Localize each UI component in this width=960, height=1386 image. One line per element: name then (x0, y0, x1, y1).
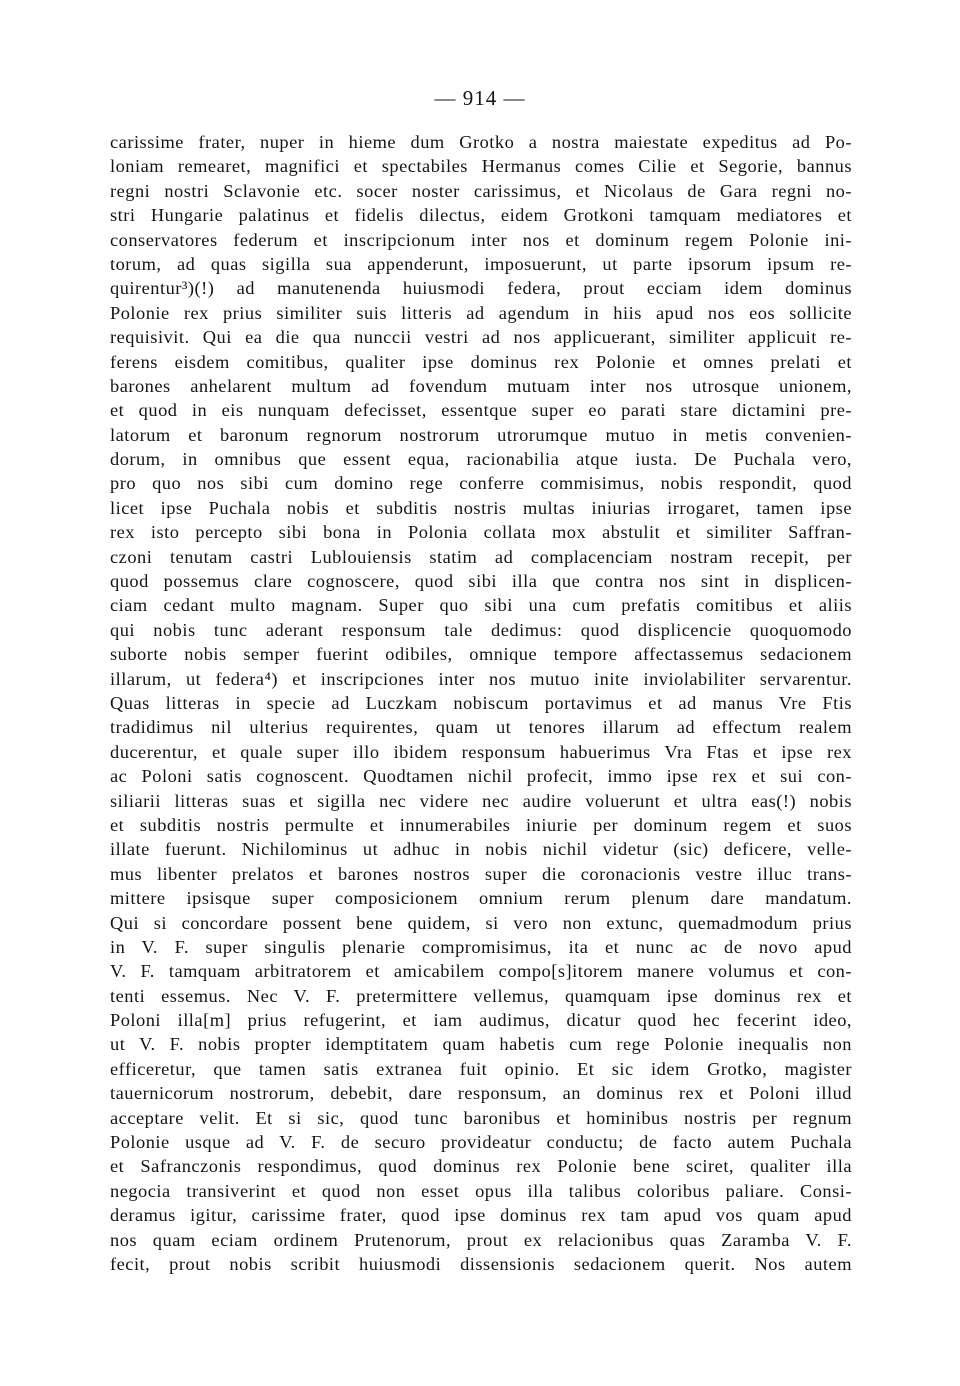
text-line: Poloni illa[m] prius refugerint, et iam audimus, dicatur quod hec fecerint ideo, (110, 1010, 852, 1031)
text-line: tradidimus nil ulterius requirentes, quam ut tenores illarum ad effectum realem (110, 717, 852, 738)
text-line: illarum, ut federa⁴) et inscripciones inter nos mutuo inite inviolabiliter servarentur. (110, 668, 852, 689)
text-line: et subditis nostris permulte et innumerabiles iniurie per dominum regem et suos (110, 814, 852, 835)
text-line: loniam remearet, magnifici et spectabiles Hermanus comes Cilie et Segorie, bannus (110, 156, 852, 177)
text-line: torum, ad quas sigilla sua appenderunt, imposuerunt, ut parte ipsorum ipsum re- (110, 253, 852, 274)
body-text (110, 130, 852, 1301)
text-line: ferens eisdem comitibus, qualiter ipse dominus rex Polonie et omnes prelati et (110, 351, 852, 372)
text-line: nos quam eciam ordinem Prutenorum, prout ex relacionibus quas Zaramba V. F. (110, 1229, 852, 1250)
text-line: et Safranczonis respondimus, quod dominus rex Polonie bene sciret, qualiter illa (110, 1156, 852, 1177)
text-line: ut V. F. nobis propter idemptitatem quam habetis cum rege Polonie inequalis non (110, 1034, 852, 1055)
text-line: quirentur³)(!) ad manutenenda huiusmodi federa, prout ecciam idem dominus (110, 278, 852, 299)
text-line: pro quo nos sibi cum domino rege conferre commisimus, nobis respondit, quod (110, 473, 852, 494)
text-line: latorum et baronum regnorum nostrorum utrorumque mutuo in metis convenien- (110, 424, 852, 445)
text-line: carissime frater, nuper in hieme dum Grotko a nostra maiestate expeditus ad Po- (110, 132, 852, 152)
text-line: ac Poloni satis cognoscent. Quodtamen nichil profecit, immo ipse rex et sui con- (110, 766, 852, 787)
text-line: deramus igitur, carissime frater, quod ipse dominus rex tam apud vos quam apud (110, 1205, 852, 1226)
text-line: rex isto percepto sibi bona in Polonia collata mox abstulit et similiter Saffran- (110, 522, 852, 543)
text-line: requisivit. Qui ea die qua nunccii vestri ad nos applicuerant, similiter applicuit re- (110, 327, 852, 348)
text-line: barones anhelarent multum ad fovendum mutuam inter nos utrosque unionem, (110, 375, 852, 396)
text-line: negocia transiverint et quod non esset opus illa talibus coloribus paliare. Consi- (110, 1180, 852, 1201)
text-line: et quod in eis nunquam defecisset, essentque super eo parati stare dictamini pre- (110, 400, 852, 421)
text-line: quod possemus clare cognoscere, quod sibi illa que contra nos sint in displicen- (110, 571, 852, 592)
text-line: siliarii litteras suas et sigilla nec videre nec audire voluerunt et ultra eas(!) nobis (110, 790, 852, 811)
text-line: qui nobis tunc aderant responsum tale dedimus: quod displicencie quoquomodo (110, 619, 852, 640)
text-line: stri Hungarie palatinus et fidelis dilectus, eidem Grotkoni tamquam mediatores et (110, 205, 852, 226)
text-line: Polonie usque ad V. F. de securo provideatur conductu; de facto autem Puchala (110, 1132, 852, 1153)
text-line: acceptare velit. Et si sic, quod tunc baronibus et hominibus nostris per regnum (110, 1107, 852, 1128)
text-line: illate fuerunt. Nichilominus ut adhuc in nobis nichil videtur (sic) deficere, velle- (110, 839, 852, 860)
page-number: — 914 — (434, 86, 526, 110)
text-line: mittere ipsisque super composicionem omnium rerum plenum dare mandatum. (110, 888, 852, 909)
text-line (110, 1276, 852, 1300)
text-line: ciam cedant multo magnam. Super quo sibi una cum prefatis comitibus et aliis (110, 595, 852, 616)
text-line: regni nostri Sclavonie etc. socer noster carissimus, et Nicolaus de Gara regni no- (110, 180, 852, 201)
text-line: V. F. tamquam arbitratorem et amicabilem compo[s]itorem manere volumus et con- (110, 961, 852, 982)
text-line: licet ipse Puchala nobis et subditis nostris multas iniurias irrogaret, tamen ipse (110, 497, 852, 518)
text-line: in V. F. super singulis plenarie compromisimus, ita et nunc ac de novo apud (110, 936, 852, 957)
text-line: fecit, prout nobis scribit huiusmodi dissensionis sedacionem querit. Nos autem (110, 1253, 852, 1274)
text-line: tenti essemus. Nec V. F. pretermittere vellemus, quamquam ipse dominus rex et (110, 985, 852, 1006)
text-line: conservatores federum et inscripcionum inter nos et dominum regem Polonie ini- (110, 229, 852, 250)
text-line: ducerentur, et quale super illo ibidem responsum habuerimus Vra Ftas et ipse rex (110, 741, 852, 762)
text-line: Qui si concordare possent bene quidem, si vero non extunc, quemadmodum prius (110, 912, 852, 933)
text-line: efficeretur, que tamen satis extranea fuit opinio. Et sic idem Grotko, magister (110, 1058, 852, 1079)
text-line: mus libenter prelatos et barones nostros super die coronacionis vestre illuc trans- (110, 863, 852, 884)
text-line: Quas litteras in specie ad Luczkam nobiscum portavimus et ad manus Vre Ftis (110, 692, 852, 713)
text-line: czoni tenutam castri Lublouiensis statim ad complacenciam nostram recepit, per (110, 546, 852, 567)
text-line: Polonie rex prius similiter suis litteris ad agendum in hiis apud nos eos sollicite (110, 302, 852, 323)
text-line: tauernicorum nostrorum, debebit, dare responsum, an dominus rex et Poloni illud (110, 1083, 852, 1104)
text-line: suborte nobis semper fuerint odibiles, omnique tempore affectassemus sedacionem (110, 644, 852, 665)
text-line: dorum, in omnibus que essent equa, racionabilia atque iusta. De Puchala vero, (110, 449, 852, 470)
